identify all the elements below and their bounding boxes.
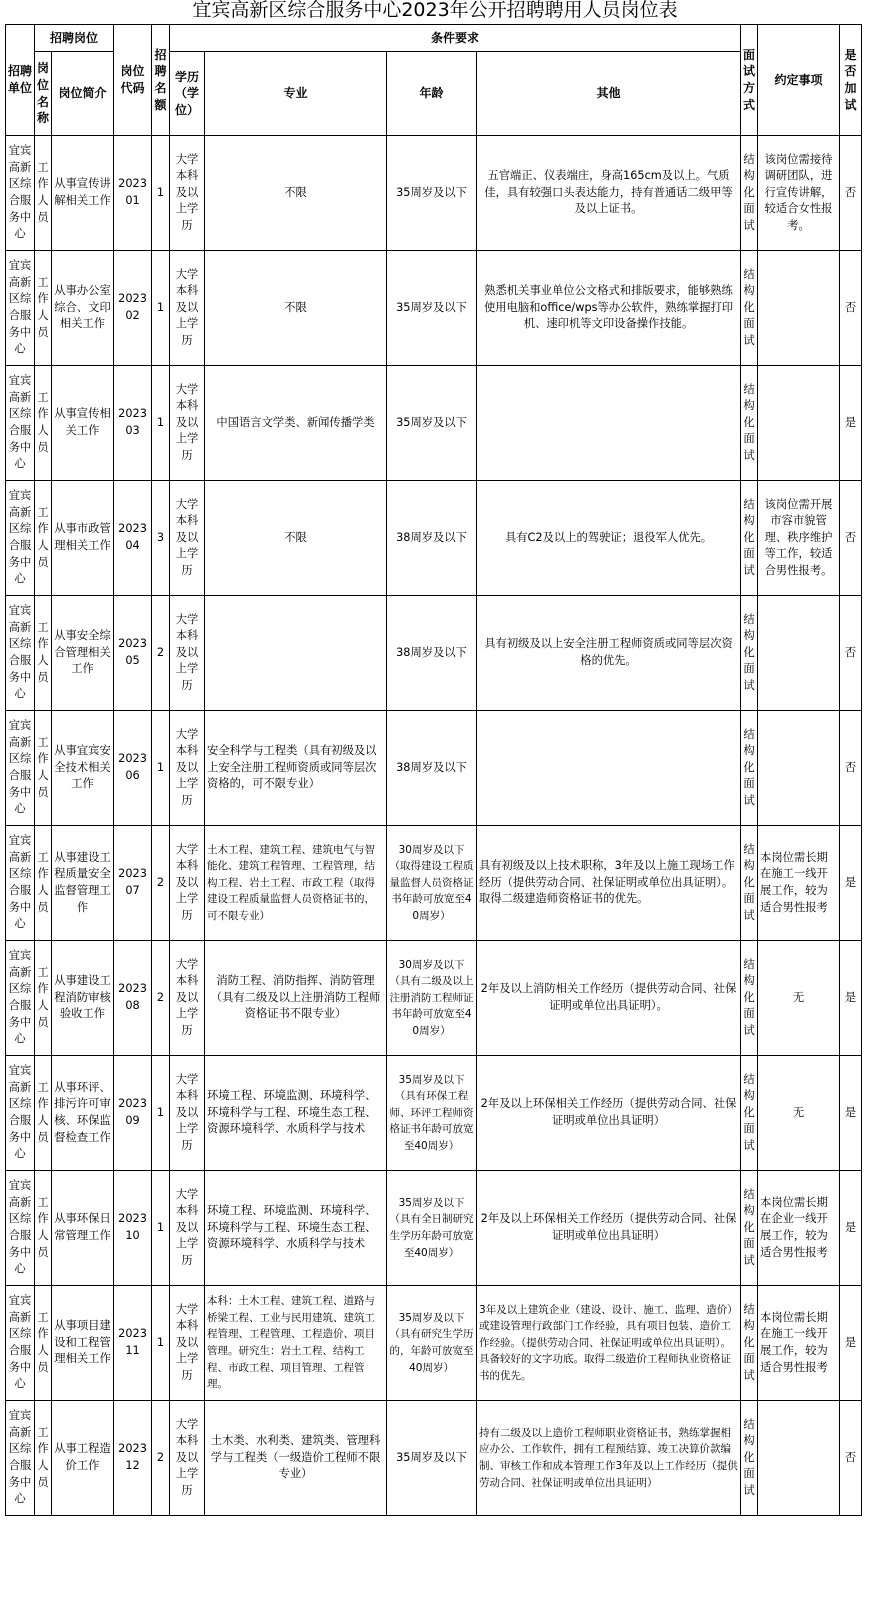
cell-education: 大学本科及以上学历 <box>170 826 205 941</box>
cell-unit: 宜宾高新区综合服务中心 <box>6 251 35 366</box>
cell-intro: 从事环评、排污许可审核、环保监督检查工作 <box>52 1056 114 1171</box>
cell-intro: 从事工程造价工作 <box>52 1401 114 1516</box>
header-interview: 面试方式 <box>741 25 758 136</box>
cell-notes: 无 <box>758 1056 840 1171</box>
cell-name: 工作人员 <box>35 941 52 1056</box>
header-age: 年龄 <box>387 52 477 136</box>
cell-notes <box>758 596 840 711</box>
header-position-group: 招聘岗位 <box>35 25 114 52</box>
cell-name: 工作人员 <box>35 481 52 596</box>
cell-unit: 宜宾高新区综合服务中心 <box>6 1171 35 1286</box>
cell-name: 工作人员 <box>35 596 52 711</box>
cell-age: 35周岁及以下 <box>387 366 477 481</box>
table-row <box>6 1171 862 1286</box>
cell-major: 消防工程、消防指挥、消防管理（具有二级及以上注册消防工程师资格证书不限专业） <box>205 941 387 1056</box>
cell-notes: 该岗位需开展市容市貌管理、秩序维护等工作，较适合男性报考。 <box>758 481 840 596</box>
cell-intro: 从事宣传相关工作 <box>52 366 114 481</box>
cell-intro: 从事安全综合管理相关工作 <box>52 596 114 711</box>
cell-unit: 宜宾高新区综合服务中心 <box>6 941 35 1056</box>
cell-extra-test: 否 <box>840 251 862 366</box>
cell-interview: 结构化面试 <box>741 251 758 366</box>
cell-age: 38周岁及以下 <box>387 481 477 596</box>
cell-notes: 本岗位需长期在企业一线开展工作，较为适合男性报考 <box>758 1171 840 1286</box>
cell-other: 熟悉机关事业单位公文格式和排版要求，能够熟练使用电脑和office/wps等办公软件，熟练掌握打印机、速印机等文印设备操作技能。 <box>477 251 741 366</box>
cell-unit: 宜宾高新区综合服务中心 <box>6 136 35 251</box>
cell-other <box>477 366 741 481</box>
cell-code: 202303 <box>114 366 152 481</box>
cell-intro: 从事建设工程消防审核验收工作 <box>52 941 114 1056</box>
table-row <box>6 1056 862 1171</box>
cell-age: 35周岁及以下（具有全日制研究生学历年龄可放宽至40周岁） <box>387 1171 477 1286</box>
cell-interview: 结构化面试 <box>741 711 758 826</box>
cell-notes <box>758 366 840 481</box>
header-major: 专业 <box>205 52 387 136</box>
table-row <box>6 481 862 596</box>
cell-extra-test: 是 <box>840 366 862 481</box>
cell-quota: 1 <box>152 136 170 251</box>
cell-code: 202311 <box>114 1286 152 1401</box>
cell-notes <box>758 251 840 366</box>
cell-quota: 1 <box>152 1056 170 1171</box>
header-unit: 招聘单位 <box>6 25 35 136</box>
cell-interview: 结构化面试 <box>741 1171 758 1286</box>
cell-code: 202306 <box>114 711 152 826</box>
cell-name: 工作人员 <box>35 1401 52 1516</box>
cell-unit: 宜宾高新区综合服务中心 <box>6 596 35 711</box>
cell-unit: 宜宾高新区综合服务中心 <box>6 826 35 941</box>
cell-age: 35周岁及以下 <box>387 136 477 251</box>
cell-age: 38周岁及以下 <box>387 711 477 826</box>
header-quota: 招聘名额 <box>152 25 170 136</box>
table-row <box>6 251 862 366</box>
cell-code: 202305 <box>114 596 152 711</box>
table-row <box>6 136 862 251</box>
cell-quota: 1 <box>152 366 170 481</box>
cell-major: 土木工程、建筑工程、建筑电气与智能化、建筑工程管理、工程管理，结构工程、岩土工程、市政工程（取得建设工程质量监督人员资格证书的，可不限专业） <box>205 826 387 941</box>
cell-other <box>477 711 741 826</box>
cell-age: 30周岁及以下（具有二级及以上注册消防工程师证书年龄可放宽至40周岁） <box>387 941 477 1056</box>
cell-intro: 从事宜宾安全技术相关工作 <box>52 711 114 826</box>
cell-age: 35周岁及以下（具有研究生学历的，年龄可放宽至40周岁） <box>387 1286 477 1401</box>
header-code: 岗位代码 <box>114 25 152 136</box>
cell-intro: 从事办公室综合、文印相关工作 <box>52 251 114 366</box>
cell-intro: 从事市政管理相关工作 <box>52 481 114 596</box>
cell-name: 工作人员 <box>35 251 52 366</box>
cell-unit: 宜宾高新区综合服务中心 <box>6 366 35 481</box>
cell-code: 202307 <box>114 826 152 941</box>
cell-notes: 本岗位需长期在施工一线开展工作，较为适合男性报考 <box>758 1286 840 1401</box>
cell-education: 大学本科及以上学历 <box>170 596 205 711</box>
cell-extra-test: 是 <box>840 1171 862 1286</box>
cell-major: 安全科学与工程类（具有初级及以上安全注册工程师资质或同等层次资格的，可不限专业） <box>205 711 387 826</box>
table-row <box>6 711 862 826</box>
header-other: 其他 <box>477 52 741 136</box>
header-row-1 <box>6 25 862 52</box>
cell-extra-test: 否 <box>840 481 862 596</box>
table-row <box>6 366 862 481</box>
cell-education: 大学本科及以上学历 <box>170 251 205 366</box>
cell-intro: 从事项目建设和工程管理相关工作 <box>52 1286 114 1401</box>
header-extra-test: 是否加试 <box>840 25 862 136</box>
cell-education: 大学本科及以上学历 <box>170 136 205 251</box>
cell-extra-test: 是 <box>840 826 862 941</box>
cell-interview: 结构化面试 <box>741 1401 758 1516</box>
cell-education: 大学本科及以上学历 <box>170 366 205 481</box>
cell-unit: 宜宾高新区综合服务中心 <box>6 1401 35 1516</box>
cell-other: 持有二级及以上造价工程师职业资格证书，熟练掌握相应办公、工作软件，拥有工程预结算、竣工决算价款编制、审核工作和成本管理工作3年及以上工作经历（提供劳动合同、社保证明或单位出具证明） <box>477 1401 741 1516</box>
cell-extra-test: 否 <box>840 136 862 251</box>
cell-code: 202302 <box>114 251 152 366</box>
cell-name: 工作人员 <box>35 1171 52 1286</box>
cell-interview: 结构化面试 <box>741 1286 758 1401</box>
cell-quota: 2 <box>152 1401 170 1516</box>
cell-code: 202309 <box>114 1056 152 1171</box>
cell-intro: 从事建设工程质量安全监督管理工作 <box>52 826 114 941</box>
cell-notes <box>758 1401 840 1516</box>
cell-extra-test: 否 <box>840 596 862 711</box>
cell-name: 工作人员 <box>35 826 52 941</box>
cell-major: 不限 <box>205 136 387 251</box>
cell-code: 202304 <box>114 481 152 596</box>
cell-education: 大学本科及以上学历 <box>170 1401 205 1516</box>
table-row <box>6 941 862 1056</box>
cell-unit: 宜宾高新区综合服务中心 <box>6 711 35 826</box>
cell-education: 大学本科及以上学历 <box>170 1286 205 1401</box>
cell-major <box>205 596 387 711</box>
cell-other: 2年及以上消防相关工作经历（提供劳动合同、社保证明或单位出具证明）。 <box>477 941 741 1056</box>
cell-interview: 结构化面试 <box>741 136 758 251</box>
cell-code: 202308 <box>114 941 152 1056</box>
cell-major: 土木类、水利类、建筑类、管理科学与工程类（一级造价工程师不限专业） <box>205 1401 387 1516</box>
cell-major: 本科：土木工程、建筑工程、道路与桥梁工程、工业与民用建筑、建筑工程管理、工程管理、工程造价、项目管理。研究生：岩土工程、结构工程、市政工程、项目管理、工程管理。 <box>205 1286 387 1401</box>
cell-code: 202312 <box>114 1401 152 1516</box>
cell-interview: 结构化面试 <box>741 366 758 481</box>
cell-major: 中国语言文学类、新闻传播学类 <box>205 366 387 481</box>
cell-education: 大学本科及以上学历 <box>170 941 205 1056</box>
table-row <box>6 826 862 941</box>
cell-age: 35周岁及以下 <box>387 1401 477 1516</box>
cell-quota: 1 <box>152 1171 170 1286</box>
cell-extra-test: 是 <box>840 1286 862 1401</box>
cell-quota: 1 <box>152 1286 170 1401</box>
table-row <box>6 596 862 711</box>
cell-other: 2年及以上环保相关工作经历（提供劳动合同、社保证明或单位出具证明） <box>477 1056 741 1171</box>
cell-quota: 2 <box>152 596 170 711</box>
cell-major: 不限 <box>205 481 387 596</box>
cell-notes <box>758 711 840 826</box>
cell-education: 大学本科及以上学历 <box>170 481 205 596</box>
table-row <box>6 1286 862 1401</box>
cell-quota: 1 <box>152 251 170 366</box>
cell-notes: 该岗位需接待调研团队，进行宣传讲解，较适合女性报考。 <box>758 136 840 251</box>
cell-notes: 本岗位需长期在施工一线开展工作，较为适合男性报考 <box>758 826 840 941</box>
cell-interview: 结构化面试 <box>741 596 758 711</box>
cell-interview: 结构化面试 <box>741 826 758 941</box>
cell-major: 环境工程、环境监测、环境科学、环境科学与工程、环境生态工程、资源环境科学、水质科学与技术 <box>205 1171 387 1286</box>
cell-extra-test: 是 <box>840 1056 862 1171</box>
cell-unit: 宜宾高新区综合服务中心 <box>6 1056 35 1171</box>
cell-other: 具有C2及以上的驾驶证；退役军人优先。 <box>477 481 741 596</box>
cell-age: 38周岁及以下 <box>387 596 477 711</box>
recruitment-table <box>5 24 862 1516</box>
cell-extra-test: 否 <box>840 711 862 826</box>
cell-other: 具有初级及以上安全注册工程师资质或同等层次资格的优先。 <box>477 596 741 711</box>
cell-extra-test: 是 <box>840 941 862 1056</box>
cell-major: 不限 <box>205 251 387 366</box>
cell-name: 工作人员 <box>35 1056 52 1171</box>
page-title: 宜宾高新区综合服务中心2023年公开招聘聘用人员岗位表 <box>192 0 678 21</box>
cell-education: 大学本科及以上学历 <box>170 1056 205 1171</box>
cell-notes: 无 <box>758 941 840 1056</box>
cell-other: 2年及以上环保相关工作经历（提供劳动合同、社保证明或单位出具证明） <box>477 1171 741 1286</box>
cell-age: 35周岁及以下（具有环保工程师、环评工程师资格证书年龄可放宽至40周岁） <box>387 1056 477 1171</box>
cell-unit: 宜宾高新区综合服务中心 <box>6 481 35 596</box>
cell-education: 大学本科及以上学历 <box>170 1171 205 1286</box>
cell-extra-test: 否 <box>840 1401 862 1516</box>
cell-other: 具有初级及以上技术职称，3年及以上施工现场工作经历（提供劳动合同、社保证明或单位出具证明）。取得二级建造师资格证书的优先。 <box>477 826 741 941</box>
cell-code: 202301 <box>114 136 152 251</box>
header-notes: 约定事项 <box>758 25 840 136</box>
cell-name: 工作人员 <box>35 136 52 251</box>
cell-intro: 从事环保日常管理工作 <box>52 1171 114 1286</box>
cell-quota: 3 <box>152 481 170 596</box>
cell-interview: 结构化面试 <box>741 941 758 1056</box>
cell-quota: 1 <box>152 711 170 826</box>
cell-major: 环境工程、环境监测、环境科学、环境科学与工程、环境生态工程、资源环境科学、水质科学与技术 <box>205 1056 387 1171</box>
table-row <box>6 1401 862 1516</box>
cell-age: 30周岁及以下（取得建设工程质量监督人员资格证书年龄可放宽至40周岁） <box>387 826 477 941</box>
cell-interview: 结构化面试 <box>741 481 758 596</box>
cell-name: 工作人员 <box>35 1286 52 1401</box>
cell-education: 大学本科及以上学历 <box>170 711 205 826</box>
cell-age: 35周岁及以下 <box>387 251 477 366</box>
cell-quota: 2 <box>152 826 170 941</box>
cell-code: 202310 <box>114 1171 152 1286</box>
cell-intro: 从事宣传讲解相关工作 <box>52 136 114 251</box>
cell-other: 3年及以上建筑企业（建设、设计、施工、监理、造价）或建设管理行政部门工作经验，具有项目包装、造价工作经验。（提供劳动合同、社保证明或单位出具证明）。具备较好的文字功底。取得二级造价工程师执业资格证书的优先。 <box>477 1286 741 1401</box>
cell-other: 五官端正、仪表端庄，身高165cm及以上。气质佳，具有较强口头表达能力，持有普通话二级甲等及以上证书。 <box>477 136 741 251</box>
header-position-intro: 岗位简介 <box>52 52 114 136</box>
cell-quota: 2 <box>152 941 170 1056</box>
cell-name: 工作人员 <box>35 711 52 826</box>
cell-interview: 结构化面试 <box>741 1056 758 1171</box>
cell-name: 工作人员 <box>35 366 52 481</box>
header-requirements: 条件要求 <box>170 25 741 52</box>
header-position-name: 岗位名称 <box>35 52 52 136</box>
header-education: 学历（学位） <box>170 52 205 136</box>
cell-unit: 宜宾高新区综合服务中心 <box>6 1286 35 1401</box>
